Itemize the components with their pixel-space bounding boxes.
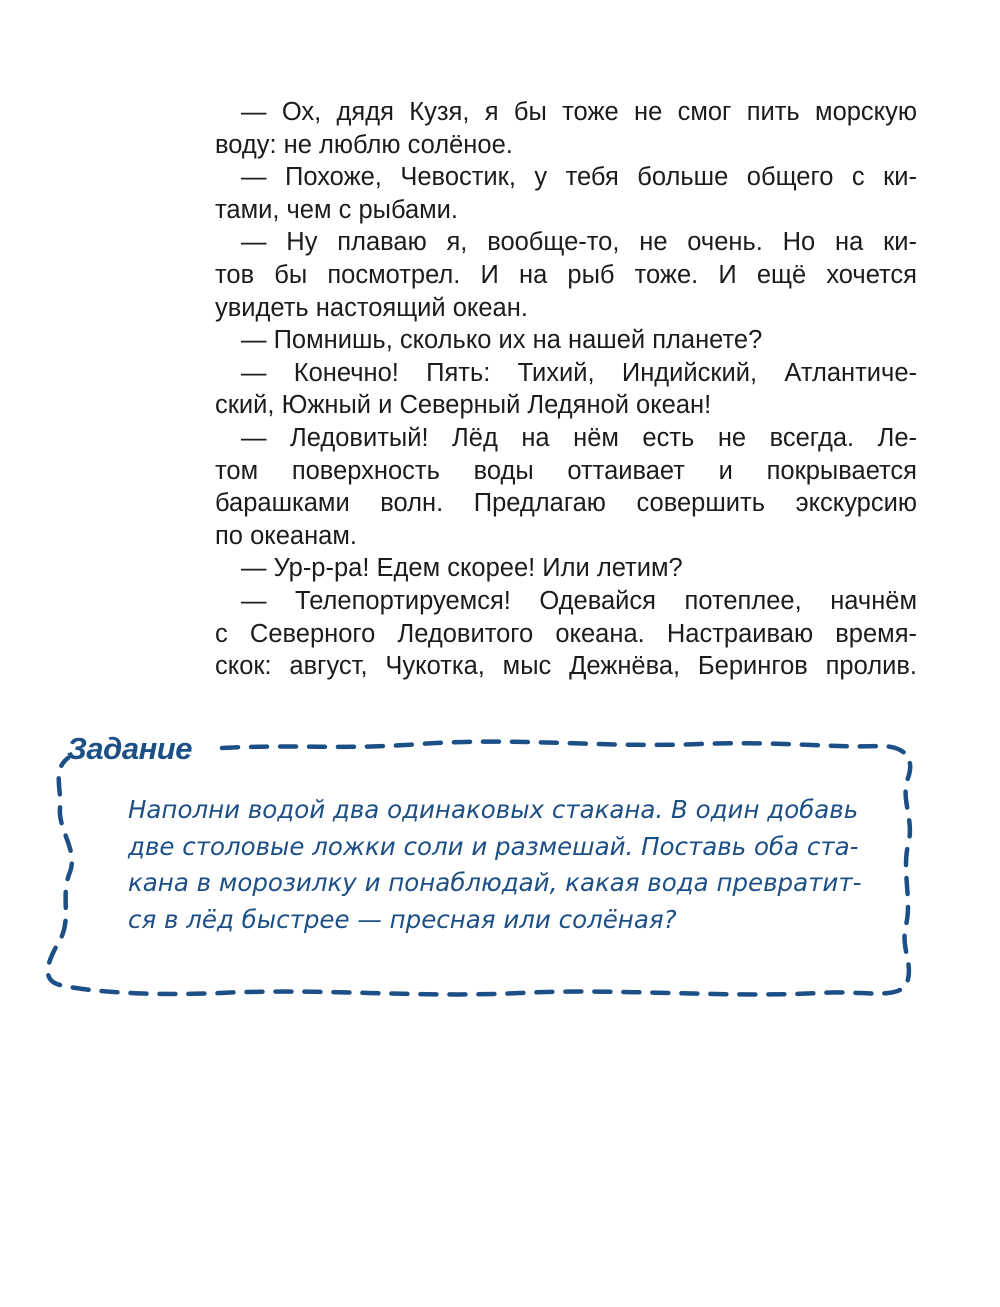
story-line: — Ну плаваю я, вообще-то, не очень. Но на ки-: [241, 228, 917, 257]
story-line: — Ур-р-ра! Едем скорее! Или летим?: [241, 554, 683, 583]
story-line: — Похоже, Чевостик, у тебя больше общего с ки-: [241, 163, 917, 192]
story-line: — Помнишь, сколько их на нашей планете?: [241, 326, 763, 355]
story-line: увидеть настоящий океан.: [215, 293, 528, 322]
story-text: [215, 96, 917, 683]
story-line: том поверхность воды оттаивает и покрывается: [215, 456, 917, 485]
task-line: ся в лёд быстрее — пресная или солёная?: [128, 904, 677, 934]
story-line: — Ледовитый! Лёд на нём есть не всегда. Ле-: [241, 423, 917, 452]
story-line: воду: не люблю солёное.: [215, 130, 513, 159]
task-line: Наполни водой два одинаковых стакана. В один добавь: [128, 795, 859, 824]
story-line: скок: август, Чукотка, мыс Дежнёва, Берингов пролив.: [215, 652, 917, 681]
task-line: кана в морозилку и понаблюдай, какая вода превратит-: [128, 868, 862, 897]
story-line: ский, Южный и Северный Ледяной океан!: [215, 391, 712, 420]
story-line: — Телепортируемся! Одевайся потеплее, начнём: [241, 586, 917, 615]
story-line: — Конечно! Пять: Тихий, Индийский, Атлантиче-: [241, 358, 917, 387]
story-line: тами, чем с рыбами.: [215, 195, 459, 224]
story-line: с Северного Ледовитого океана. Настраиваю время-: [215, 619, 917, 648]
story-line: — Ох, дядя Кузя, я бы тоже не смог пить морскую: [241, 98, 917, 126]
task-line: две столовые ложки соли и размешай. Поставь оба ста-: [128, 831, 859, 861]
task-body: [128, 792, 862, 938]
story-line: тов бы посмотрел. И на рыб тоже. И ещё хочется: [215, 260, 917, 289]
task-title: Задание: [67, 731, 192, 766]
story-line: барашками волн. Предлагаю совершить экскурсию: [215, 489, 917, 518]
story-line: по океанам.: [215, 521, 357, 550]
